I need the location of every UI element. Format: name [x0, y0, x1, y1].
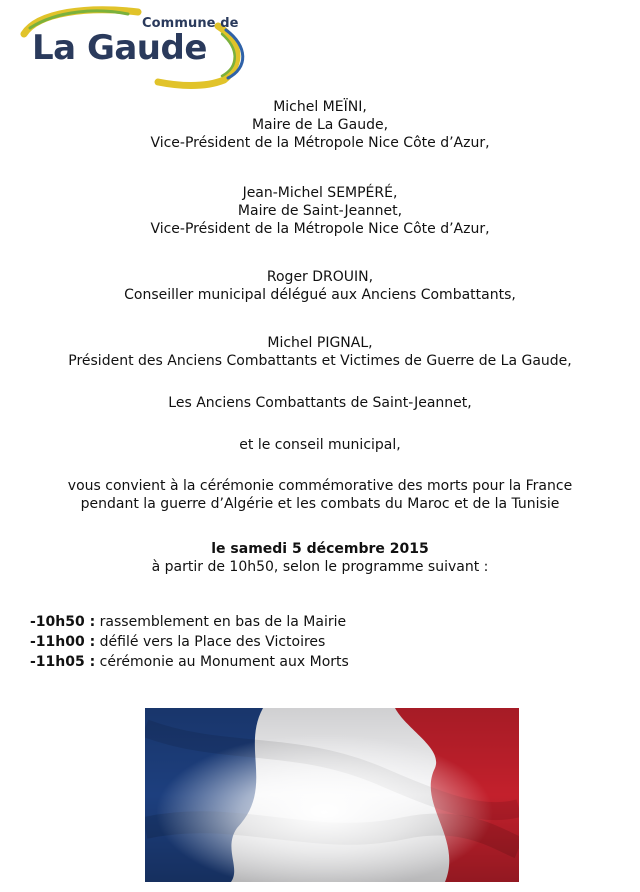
text-line: Jean-Michel SEMPÉRÉ, [242, 185, 398, 201]
program-time: -10h50 : [30, 614, 96, 630]
program-time: -11h05 : [30, 654, 96, 670]
event-start-time: à partir de 10h50, selon le programme suivant : [151, 559, 489, 575]
text-line: et le conseil municipal, [239, 437, 401, 453]
text-line: Michel MEÏNI, [273, 99, 367, 115]
block-anciens-saint-jeannet [0, 394, 640, 412]
block-conseil [0, 436, 640, 454]
block-invitation [0, 477, 640, 513]
program-text: cérémonie au Monument aux Morts [95, 654, 349, 670]
program-text: défilé vers la Place des Victoires [95, 634, 326, 650]
text-line: Les Anciens Combattants de Saint-Jeannet, [168, 395, 472, 411]
text-line: pendant la guerre d’Algérie et les combats du Maroc et de la Tunisie [80, 496, 560, 512]
text-line: Michel PIGNAL, [267, 335, 373, 351]
block-pignal [0, 334, 640, 370]
program-item [30, 612, 349, 632]
block-meini [0, 98, 640, 152]
logo-town-name: La Gaude [32, 28, 207, 68]
event-date: le samedi 5 décembre 2015 [211, 541, 429, 557]
text-line: Roger DROUIN, [266, 269, 374, 285]
program-item [30, 652, 349, 672]
program-list [30, 612, 349, 672]
logo-commune-label: Commune de [142, 16, 239, 31]
text-line: Vice-Président de la Métropole Nice Côte d’Azur, [150, 135, 490, 151]
program-text: rassemblement en bas de la Mairie [95, 614, 347, 630]
text-line: Président des Anciens Combattants et Victimes de Guerre de La Gaude, [68, 353, 572, 369]
block-date [0, 540, 640, 576]
text-line: Maire de Saint-Jeannet, [237, 203, 403, 219]
text-line: vous convient à la cérémonie commémorative des morts pour la France [67, 478, 573, 494]
block-drouin [0, 268, 640, 304]
french-flag-image [145, 708, 519, 882]
program-item [30, 632, 349, 652]
text-line: Vice-Président de la Métropole Nice Côte d’Azur, [150, 221, 490, 237]
block-sempere [0, 184, 640, 238]
commune-logo [18, 4, 250, 90]
text-line: Conseiller municipal délégué aux Anciens Combattants, [124, 287, 516, 303]
program-time: -11h00 : [30, 634, 96, 650]
flag-icon [145, 708, 519, 882]
text-line: Maire de La Gaude, [251, 117, 389, 133]
